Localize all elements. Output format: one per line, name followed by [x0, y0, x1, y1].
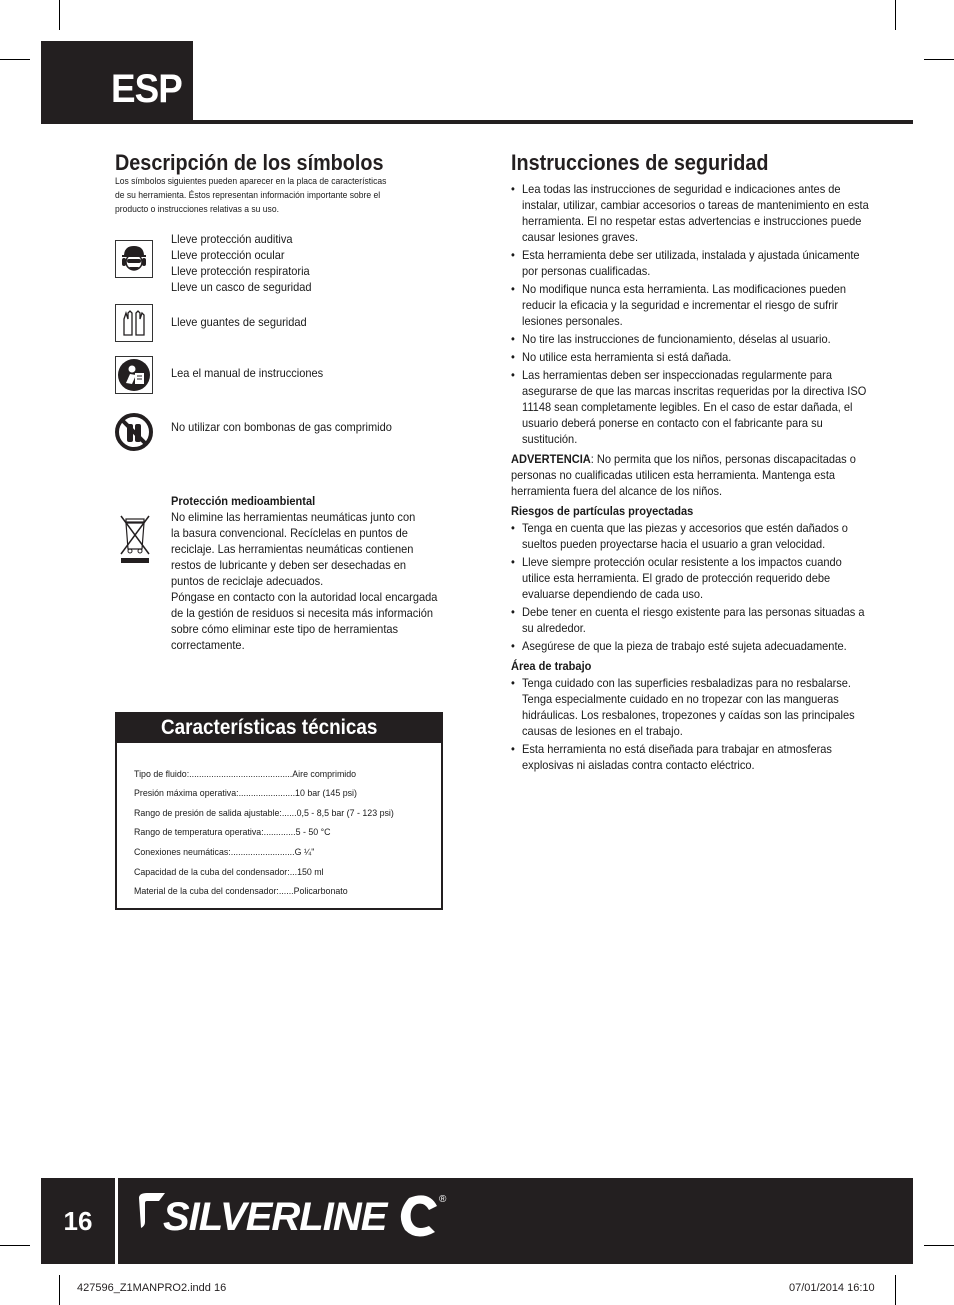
spec-row: Presión máxima operativa:.......................10 bar (145 psi)	[134, 788, 357, 799]
spec-row: Capacidad de la cuba del condensador:...150 ml	[134, 867, 324, 878]
language-label: ESP	[111, 67, 182, 111]
spec-row: Rango de presión de salida ajustable:......0,5 - 8,5 bar (7 - 123 psi)	[134, 808, 394, 819]
crop-mark	[895, 1275, 896, 1305]
environment-line: correctamente.	[171, 638, 245, 652]
spec-row: Rango de temperatura operativa:.............5 - 50 °C	[134, 827, 331, 838]
silverline-logo	[137, 1192, 477, 1247]
registered-mark: ®	[439, 1194, 447, 1205]
list-item: • Las herramientas deben ser inspeccionadas regularmente para asegurarse de que las marcas inscritas requeridas por la directiva ISO 11148 sean completamente legibles. En el caso de estar dañada, el usuario deberá ponerse en contacto con el fabricante para su sustitución.	[511, 367, 871, 447]
work-area-title: Área de trabajo	[511, 659, 592, 673]
spec-row: Conexiones neumáticas:..........................G ¼"	[134, 847, 315, 858]
particles-list	[511, 520, 871, 654]
list-item: • No utilice esta herramienta si está dañada.	[511, 349, 871, 365]
specs-panel	[115, 712, 443, 910]
environment-line: puntos de reciclaje adecuados.	[171, 574, 324, 588]
list-item: • Tenga en cuenta que las piezas y accesorios que estén dañados o sueltos pueden proyectarse hacia el usuario a gran velocidad.	[511, 520, 871, 552]
symbol-line: No utilizar con bombonas de gas comprimido	[171, 420, 392, 434]
list-item: • Tenga cuidado con las superficies resbaladizas para no resbalarse. Tenga especialmente cuidado en no tropezar con las mangueras hidráulicas. Los resbalones, tropezones y caídas son las principales causas de lesiones en el trabajo.	[511, 675, 871, 739]
environment-line: restos de lubricante y deben ser desechadas en	[171, 558, 407, 572]
intro-line: producto o instrucciones relativas a su uso.	[115, 204, 279, 215]
safety-title: Instrucciones de seguridad	[511, 150, 769, 175]
specs-header	[117, 714, 441, 743]
warning-label: ADVERTENCIA	[511, 452, 591, 466]
safety-body	[511, 181, 871, 775]
environment-line: de la gestión de residuos si necesita más información	[171, 606, 434, 620]
environment-line: sobre cómo eliminar este tipo de herramientas	[171, 622, 399, 636]
print-datetime: 07/01/2014 16:10	[789, 1282, 875, 1294]
spec-row: Tipo de fluido:..........................................Aire comprimido	[134, 769, 357, 780]
crop-mark	[59, 0, 60, 30]
language-tab	[41, 41, 193, 123]
symbol-line: Lleve protección respiratoria	[171, 264, 310, 278]
list-item: • No modifique nunca esta herramienta. Las modificaciones pueden reducir la eficacia y la seguridad e incrementar el riesgo de sufrir lesiones personales.	[511, 281, 871, 329]
symbol-ppe-text	[171, 231, 438, 295]
specs-title: Características técnicas	[161, 716, 378, 739]
symbol-line: Lleve protección ocular	[171, 248, 285, 262]
environment-line: No elimine las herramientas neumáticas junto con	[171, 510, 416, 524]
list-item: • Esta herramienta no está diseñada para trabajar en atmosferas explosivas ni aisladas contra contacto eléctrico.	[511, 741, 871, 773]
environment-text	[171, 493, 438, 653]
list-item: • Esta herramienta debe ser utilizada, instalada y ajustada únicamente por personas cualificadas.	[511, 247, 871, 279]
symbol-line: Lleve guantes de seguridad	[171, 315, 307, 329]
list-item: • Debe tener en cuenta el riesgo existente para las personas situadas a su alrededor.	[511, 604, 871, 636]
header-rule	[41, 120, 913, 124]
list-item: • Lea todas las instrucciones de seguridad e indicaciones antes de instalar, utilizar, cambiar accesorios o tareas de mantenimiento en esta herramienta. El no respetar estas advertencias e instrucciones puede causar lesiones graves.	[511, 181, 871, 245]
svg-text:SILVERLINE: SILVERLINE	[163, 1195, 387, 1239]
warning-paragraph	[511, 451, 871, 499]
footer-divider	[115, 1178, 118, 1264]
intro-line: de su herramienta. Éstos representan información importante sobre el	[115, 190, 381, 201]
symbol-gloves-text	[171, 314, 438, 330]
symbol-line: Lleve protección auditiva	[171, 232, 293, 246]
read-manual-icon	[115, 356, 153, 394]
symbol-manual-text	[171, 365, 438, 381]
crop-mark	[895, 0, 896, 30]
symbol-line: Lleve un casco de seguridad	[171, 280, 312, 294]
list-item: • Lleve siempre protección ocular resistente a los impactos cuando utilice esta herramienta. El grado de protección requerido debe evaluarse dependiendo de cada uso.	[511, 554, 871, 602]
symbols-title: Descripción de los símbolos	[115, 150, 384, 175]
crop-mark	[59, 1275, 60, 1305]
list-item: • Asegúrese de que la pieza de trabajo esté sujeta adecuadamente.	[511, 638, 871, 654]
crop-mark	[0, 1245, 30, 1246]
list-item: • No tire las instrucciones de funcionamiento, déselas al usuario.	[511, 331, 871, 347]
intro-line: Los símbolos siguientes pueden aparecer en la placa de características	[115, 176, 387, 187]
symbols-intro	[115, 175, 439, 217]
no-gas-cylinder-icon	[114, 412, 154, 452]
crop-mark	[924, 59, 954, 60]
safety-list	[511, 181, 871, 447]
file-info: 427596_Z1MANPRO2.indd 16	[77, 1282, 227, 1294]
gloves-icon	[115, 304, 153, 342]
symbol-gas-text	[171, 419, 438, 435]
weee-bin-icon	[118, 513, 152, 565]
environment-title: Protección medioambiental	[171, 494, 316, 508]
environment-line: la basura convencional. Recíclelas en puntos de	[171, 526, 408, 540]
work-area-list	[511, 675, 871, 773]
ppe-head-icon	[115, 240, 153, 278]
symbol-line: Lea el manual de instrucciones	[171, 366, 324, 380]
crop-mark	[0, 59, 30, 60]
particles-title: Riesgos de partículas proyectadas	[511, 504, 694, 518]
spec-row: Material de la cuba del condensador:......Policarbonato	[134, 886, 348, 897]
environment-line: Póngase en contacto con la autoridad local encargada	[171, 590, 438, 604]
environment-line: reciclaje. Las herramientas neumáticas contienen	[171, 542, 414, 556]
crop-mark	[924, 1245, 954, 1246]
footer-bar	[41, 1178, 913, 1264]
page-number: 16	[63, 1205, 93, 1236]
warning-text: : No permita que los niños, personas discapacitadas o personas no cualificadas utilicen esta herramienta. Mantenga esta herramienta fuera del alcance de los niños.	[511, 452, 856, 498]
